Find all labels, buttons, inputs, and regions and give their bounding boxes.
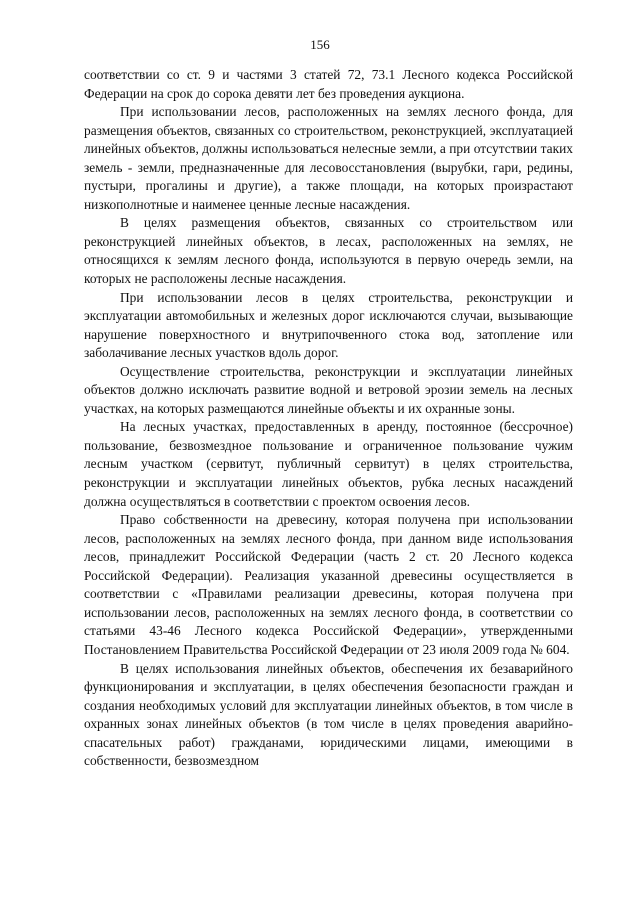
paragraph-leased-plots: На лесных участках, предоставленных в аренду, постоянное (бессрочное) пользование, безвозмездное пользование и ограниченное пользование чужим лесным участком (сервитут, публичный сервитут) в целях строительства, реконструкции и эксплуатации линейных объектов, рубка лесных насаждений должна осуществляться в соответствии с проектом освоения лесов. (84, 419, 573, 509)
paragraph-linear-objects-use: В целях использования линейных объектов, обеспечения их безаварийного функционирования и эксплуатации, в целях обеспечения безопасности граждан и создания необходимых условий для эксплуатации линейных объектов, в том числе в охранных зонах линейных объектов (в том числе в целях проведения аварийно-спасательных работ) гражданами, юридическими лицами, имеющими в собственности, безвозмездном (84, 660, 573, 769)
paragraph-roads: При использовании лесов в целях строительства, реконструкции и эксплуатации автомобильных и железных дорог исключаются случаи, вызывающие нарушение поверхностного и внутрипочвенного стока вод, затопление или заболачивание лесных участков вдоль дорог. (84, 289, 573, 361)
paragraph-non-forest-fund-lands: В целях размещения объектов, связанных со строительством или реконструкцией линейных объектов, в лесах, расположенных на землях, не относящихся к землям лесного фонда, используются в первую очередь земли, на которых не расположены лесные насаждения. (84, 215, 573, 287)
paragraph-continuation: соответствии со ст. 9 и частями 3 статей 72, 73.1 Лесного кодекса Российской Федерации на срок до сорока девяти лет без проведения аукциона. (84, 67, 573, 101)
paragraph-erosion: Осуществление строительства, реконструкции и эксплуатации линейных объектов должно исключать развитие водной и ветровой эрозии земель на лесных участках, на которых размещаются линейные объекты и их охранные зоны. (84, 363, 573, 416)
body-text (84, 66, 573, 771)
paragraph-timber-ownership: Право собственности на древесину, которая получена при использовании лесов, расположенных на землях лесного фонда, при данном виде использования лесов, принадлежит Российской Федерации (часть 2 ст. 20 Лесного кодекса Российской Федерации). Реализация указанной древесины осуществляется в соответствии с «Правилами реализации древесины, которая получена при использовании лесов, расположенных на землях лесного фонда, в соответствии со статьями 43-46 Лесного кодекса Российской Федерации», утвержденными Постановлением Правительства Российской Федерации от 23 июля 2009 года № 604. (84, 512, 573, 657)
page-number: 156 (310, 37, 330, 52)
paragraph-nonforest-lands: При использовании лесов, расположенных на землях лесного фонда, для размещения объектов, связанных со строительством, реконструкцией, эксплуатацией линейных объектов, должны использоваться нелесные земли, а при отсутствии таких земель - земли, предназначенные для лесовосстановления (вырубки, гари, редины, пустыри, прогалины и другие), а также площади, на которых произрастают низкополнотные и наименее ценные лесные насаждения. (84, 104, 573, 212)
